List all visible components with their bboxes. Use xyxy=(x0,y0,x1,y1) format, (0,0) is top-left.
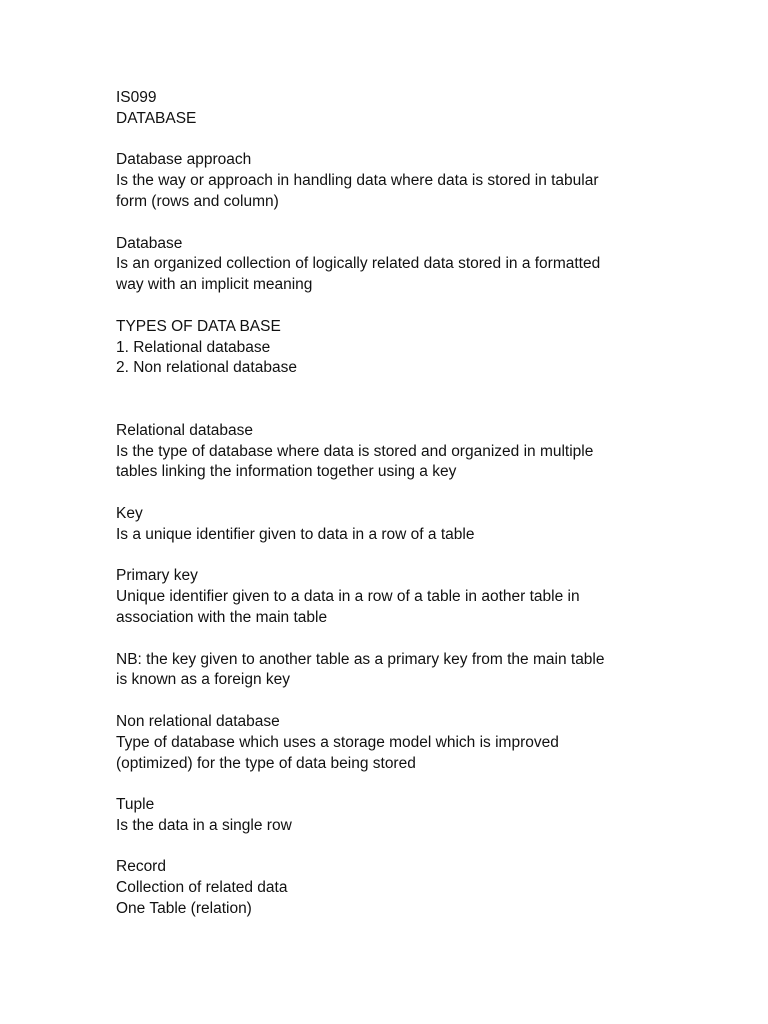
section-text: Unique identifier given to a data in a row of a table in aother table in xyxy=(116,588,580,606)
section-text: One Table (relation) xyxy=(116,900,252,918)
section-text: Is an organized collection of logically related data stored in a formatted xyxy=(116,255,601,273)
section-text: Is the type of database where data is stored and organized in multiple xyxy=(116,442,594,460)
section-heading-tuple: Tuple xyxy=(116,796,155,814)
spacer xyxy=(116,296,676,317)
course-subject: DATABASE xyxy=(116,109,197,127)
spacer xyxy=(116,379,676,400)
spacer xyxy=(116,774,676,795)
section-text: association with the main table xyxy=(116,608,328,626)
note-text: is known as a foreign key xyxy=(116,671,291,689)
spacer xyxy=(116,546,676,567)
section-heading-primary-key: Primary key xyxy=(116,567,198,585)
course-code: IS099 xyxy=(116,89,157,106)
spacer xyxy=(116,213,676,234)
section-text: Collection of related data xyxy=(116,879,288,897)
section-text: Is the data in a single row xyxy=(116,816,292,834)
section-text: Is a unique identifier given to data in a row of a table xyxy=(116,525,475,543)
section-heading-types-of-database: TYPES OF DATA BASE xyxy=(116,317,281,335)
section-text: Is the way or approach in handling data where data is stored in tabular xyxy=(116,172,599,190)
list-item: 2. Non relational database xyxy=(116,359,297,377)
spacer xyxy=(116,400,676,421)
section-text: tables linking the information together using a key xyxy=(116,463,457,481)
list-item: 1. Relational database xyxy=(116,338,271,356)
section-heading-database-approach: Database approach xyxy=(116,151,252,169)
section-heading-key: Key xyxy=(116,504,143,522)
section-text: Type of database which uses a storage model which is improved xyxy=(116,733,559,751)
spacer xyxy=(116,629,676,650)
spacer xyxy=(116,483,676,504)
spacer xyxy=(116,130,676,151)
section-text: form (rows and column) xyxy=(116,192,279,210)
spacer xyxy=(116,691,676,712)
section-heading-database: Database xyxy=(116,234,183,252)
section-text: way with an implicit meaning xyxy=(116,276,313,294)
note-text: NB: the key given to another table as a primary key from the main table xyxy=(116,650,605,668)
section-heading-record: Record xyxy=(116,858,166,876)
section-heading-non-relational-database: Non relational database xyxy=(116,712,280,730)
document-page xyxy=(116,88,676,920)
spacer xyxy=(116,837,676,858)
section-text: (optimized) for the type of data being stored xyxy=(116,754,416,772)
section-heading-relational-database: Relational database xyxy=(116,421,254,439)
